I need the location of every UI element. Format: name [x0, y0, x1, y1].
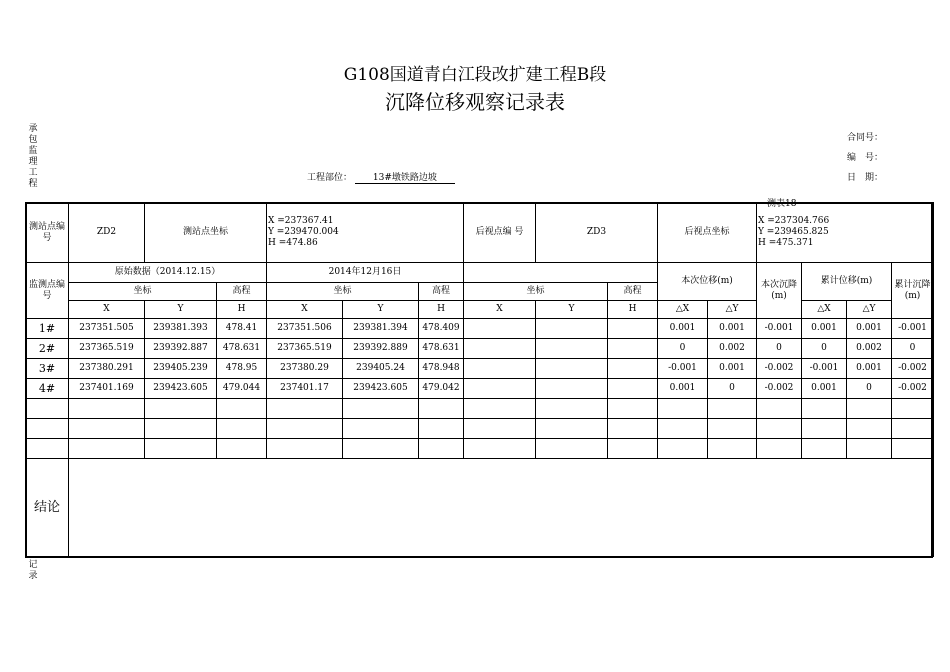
- monitor-point-header: 监测点编号: [26, 263, 69, 319]
- cell-dx: 0: [658, 339, 708, 359]
- cell-cdy: 0.001: [847, 359, 892, 379]
- vertical-char: 录: [28, 571, 38, 581]
- contract-label: 合同号：: [847, 133, 884, 143]
- vertical-char: 记: [28, 560, 38, 570]
- h-header: H: [419, 301, 464, 319]
- x-header: X: [464, 301, 536, 319]
- cell-x1: 237351.506: [267, 319, 343, 339]
- cell-y1: 239381.394: [343, 319, 419, 339]
- backsight-x: X =237304.766: [758, 216, 830, 226]
- cell-ds: -0.001: [757, 319, 802, 339]
- backsight-label: 后视点编 号: [464, 203, 536, 263]
- cell-h1: 479.042: [419, 379, 464, 399]
- cell-dx: 0.001: [658, 379, 708, 399]
- vertical-char: 监: [28, 146, 38, 156]
- cell-cs: -0.002: [892, 379, 934, 399]
- cell-dy: 0: [708, 379, 757, 399]
- row-id: 4#: [26, 379, 69, 399]
- vertical-char: 承: [28, 124, 38, 134]
- location-label: 工程部位：: [307, 173, 353, 183]
- station-x: X =237367.41: [268, 216, 334, 226]
- cell-dy: 0.001: [708, 319, 757, 339]
- cell-ds: -0.002: [757, 379, 802, 399]
- cell-cdy: 0.001: [847, 319, 892, 339]
- backsight-coord-label: 后视点坐标: [658, 203, 757, 263]
- row-id: 2#: [26, 339, 69, 359]
- cell-y0: 239392.887: [145, 339, 217, 359]
- cell-x0: 237380.291: [69, 359, 145, 379]
- dx-header: △X: [658, 301, 708, 319]
- date-label: 日 期：: [847, 173, 884, 183]
- conclusion-label: 结论: [26, 459, 69, 557]
- date2-header: 2014年12月16日: [267, 263, 464, 283]
- coord-header: 坐标: [69, 283, 217, 301]
- cell-ds: -0.002: [757, 359, 802, 379]
- station-coord-label: 测站点坐标: [145, 203, 267, 263]
- h-header: H: [608, 301, 658, 319]
- row-id: 3#: [26, 359, 69, 379]
- cell-cs: -0.002: [892, 359, 934, 379]
- cell-h1: 478.409: [419, 319, 464, 339]
- cell-cdx: 0.001: [802, 379, 847, 399]
- vertical-char: 包: [28, 135, 38, 145]
- table-outer-frame: [25, 202, 933, 558]
- x-header: X: [69, 301, 145, 319]
- station-label: 测站点编 号: [26, 203, 69, 263]
- cell-h0: 479.044: [217, 379, 267, 399]
- y-header: Y: [536, 301, 608, 319]
- coord-header: 坐标: [464, 283, 608, 301]
- cell-h1: 478.631: [419, 339, 464, 359]
- footer-vertical-labels: [27, 560, 39, 582]
- h-header: H: [217, 301, 267, 319]
- cell-h0: 478.631: [217, 339, 267, 359]
- vertical-char: 理: [28, 157, 38, 167]
- row-id: 1#: [26, 319, 69, 339]
- cell-x0: 237365.519: [69, 339, 145, 359]
- backsight-id: ZD3: [536, 203, 658, 263]
- cum-disp-header: 累计位移(m): [802, 263, 892, 301]
- survey-table-number: 测表18: [767, 199, 797, 209]
- station-y: Y =239470.004: [268, 227, 339, 237]
- cell-y0: 239405.239: [145, 359, 217, 379]
- cell-x1: 237380.29: [267, 359, 343, 379]
- elevation-header: 高程: [608, 283, 658, 301]
- cell-x1: 237401.17: [267, 379, 343, 399]
- cell-cdx: 0.001: [802, 319, 847, 339]
- cum-dy-header: △Y: [847, 301, 892, 319]
- cell-cdy: 0: [847, 379, 892, 399]
- cell-x0: 237351.505: [69, 319, 145, 339]
- backsight-y: Y =239465.825: [758, 227, 829, 237]
- number-label: 编 号：: [847, 153, 884, 163]
- cell-h0: 478.41: [217, 319, 267, 339]
- cell-x0: 237401.169: [69, 379, 145, 399]
- cell-dx: 0.001: [658, 319, 708, 339]
- cell-x1: 237365.519: [267, 339, 343, 359]
- cum-settle-header: 累计沉降(m): [892, 263, 934, 319]
- cell-cs: 0: [892, 339, 934, 359]
- y-header: Y: [145, 301, 217, 319]
- vertical-char: 程: [28, 179, 38, 189]
- cell-h0: 478.95: [217, 359, 267, 379]
- location-line: [307, 170, 455, 184]
- y-header: Y: [343, 301, 419, 319]
- cell-dx: -0.001: [658, 359, 708, 379]
- this-disp-header: 本次位移(m): [658, 263, 757, 301]
- cell-y1: 239405.24: [343, 359, 419, 379]
- station-id: ZD2: [69, 203, 145, 263]
- cell-dy: 0.001: [708, 359, 757, 379]
- cell-y1: 239392.889: [343, 339, 419, 359]
- x-header: X: [267, 301, 343, 319]
- cell-dy: 0.002: [708, 339, 757, 359]
- coord-header: 坐标: [267, 283, 419, 301]
- location-value: 13#墩铁路边坡: [355, 170, 455, 184]
- cell-y0: 239381.393: [145, 319, 217, 339]
- cell-cdy: 0.002: [847, 339, 892, 359]
- cell-cs: -0.001: [892, 319, 934, 339]
- cell-cdx: 0: [802, 339, 847, 359]
- cell-h1: 478.948: [419, 359, 464, 379]
- backsight-h: H =475.371: [758, 238, 814, 248]
- vertical-char: 工: [28, 168, 38, 178]
- station-h: H =474.86: [268, 238, 318, 248]
- cell-y1: 239423.605: [343, 379, 419, 399]
- original-data-header: 原始数据（2014.12.15）: [69, 263, 267, 283]
- left-vertical-labels: [27, 124, 39, 190]
- cum-dx-header: △X: [802, 301, 847, 319]
- document-title: G108国道青白江段改扩建工程B段: [343, 65, 607, 85]
- cell-y0: 239423.605: [145, 379, 217, 399]
- dy-header: △Y: [708, 301, 757, 319]
- cell-cdx: -0.001: [802, 359, 847, 379]
- document-subtitle: 沉降位移观察记录表: [385, 90, 565, 114]
- cell-ds: 0: [757, 339, 802, 359]
- elevation-header: 高程: [419, 283, 464, 301]
- elevation-header: 高程: [217, 283, 267, 301]
- this-settle-header: 本次沉降(m): [757, 263, 802, 319]
